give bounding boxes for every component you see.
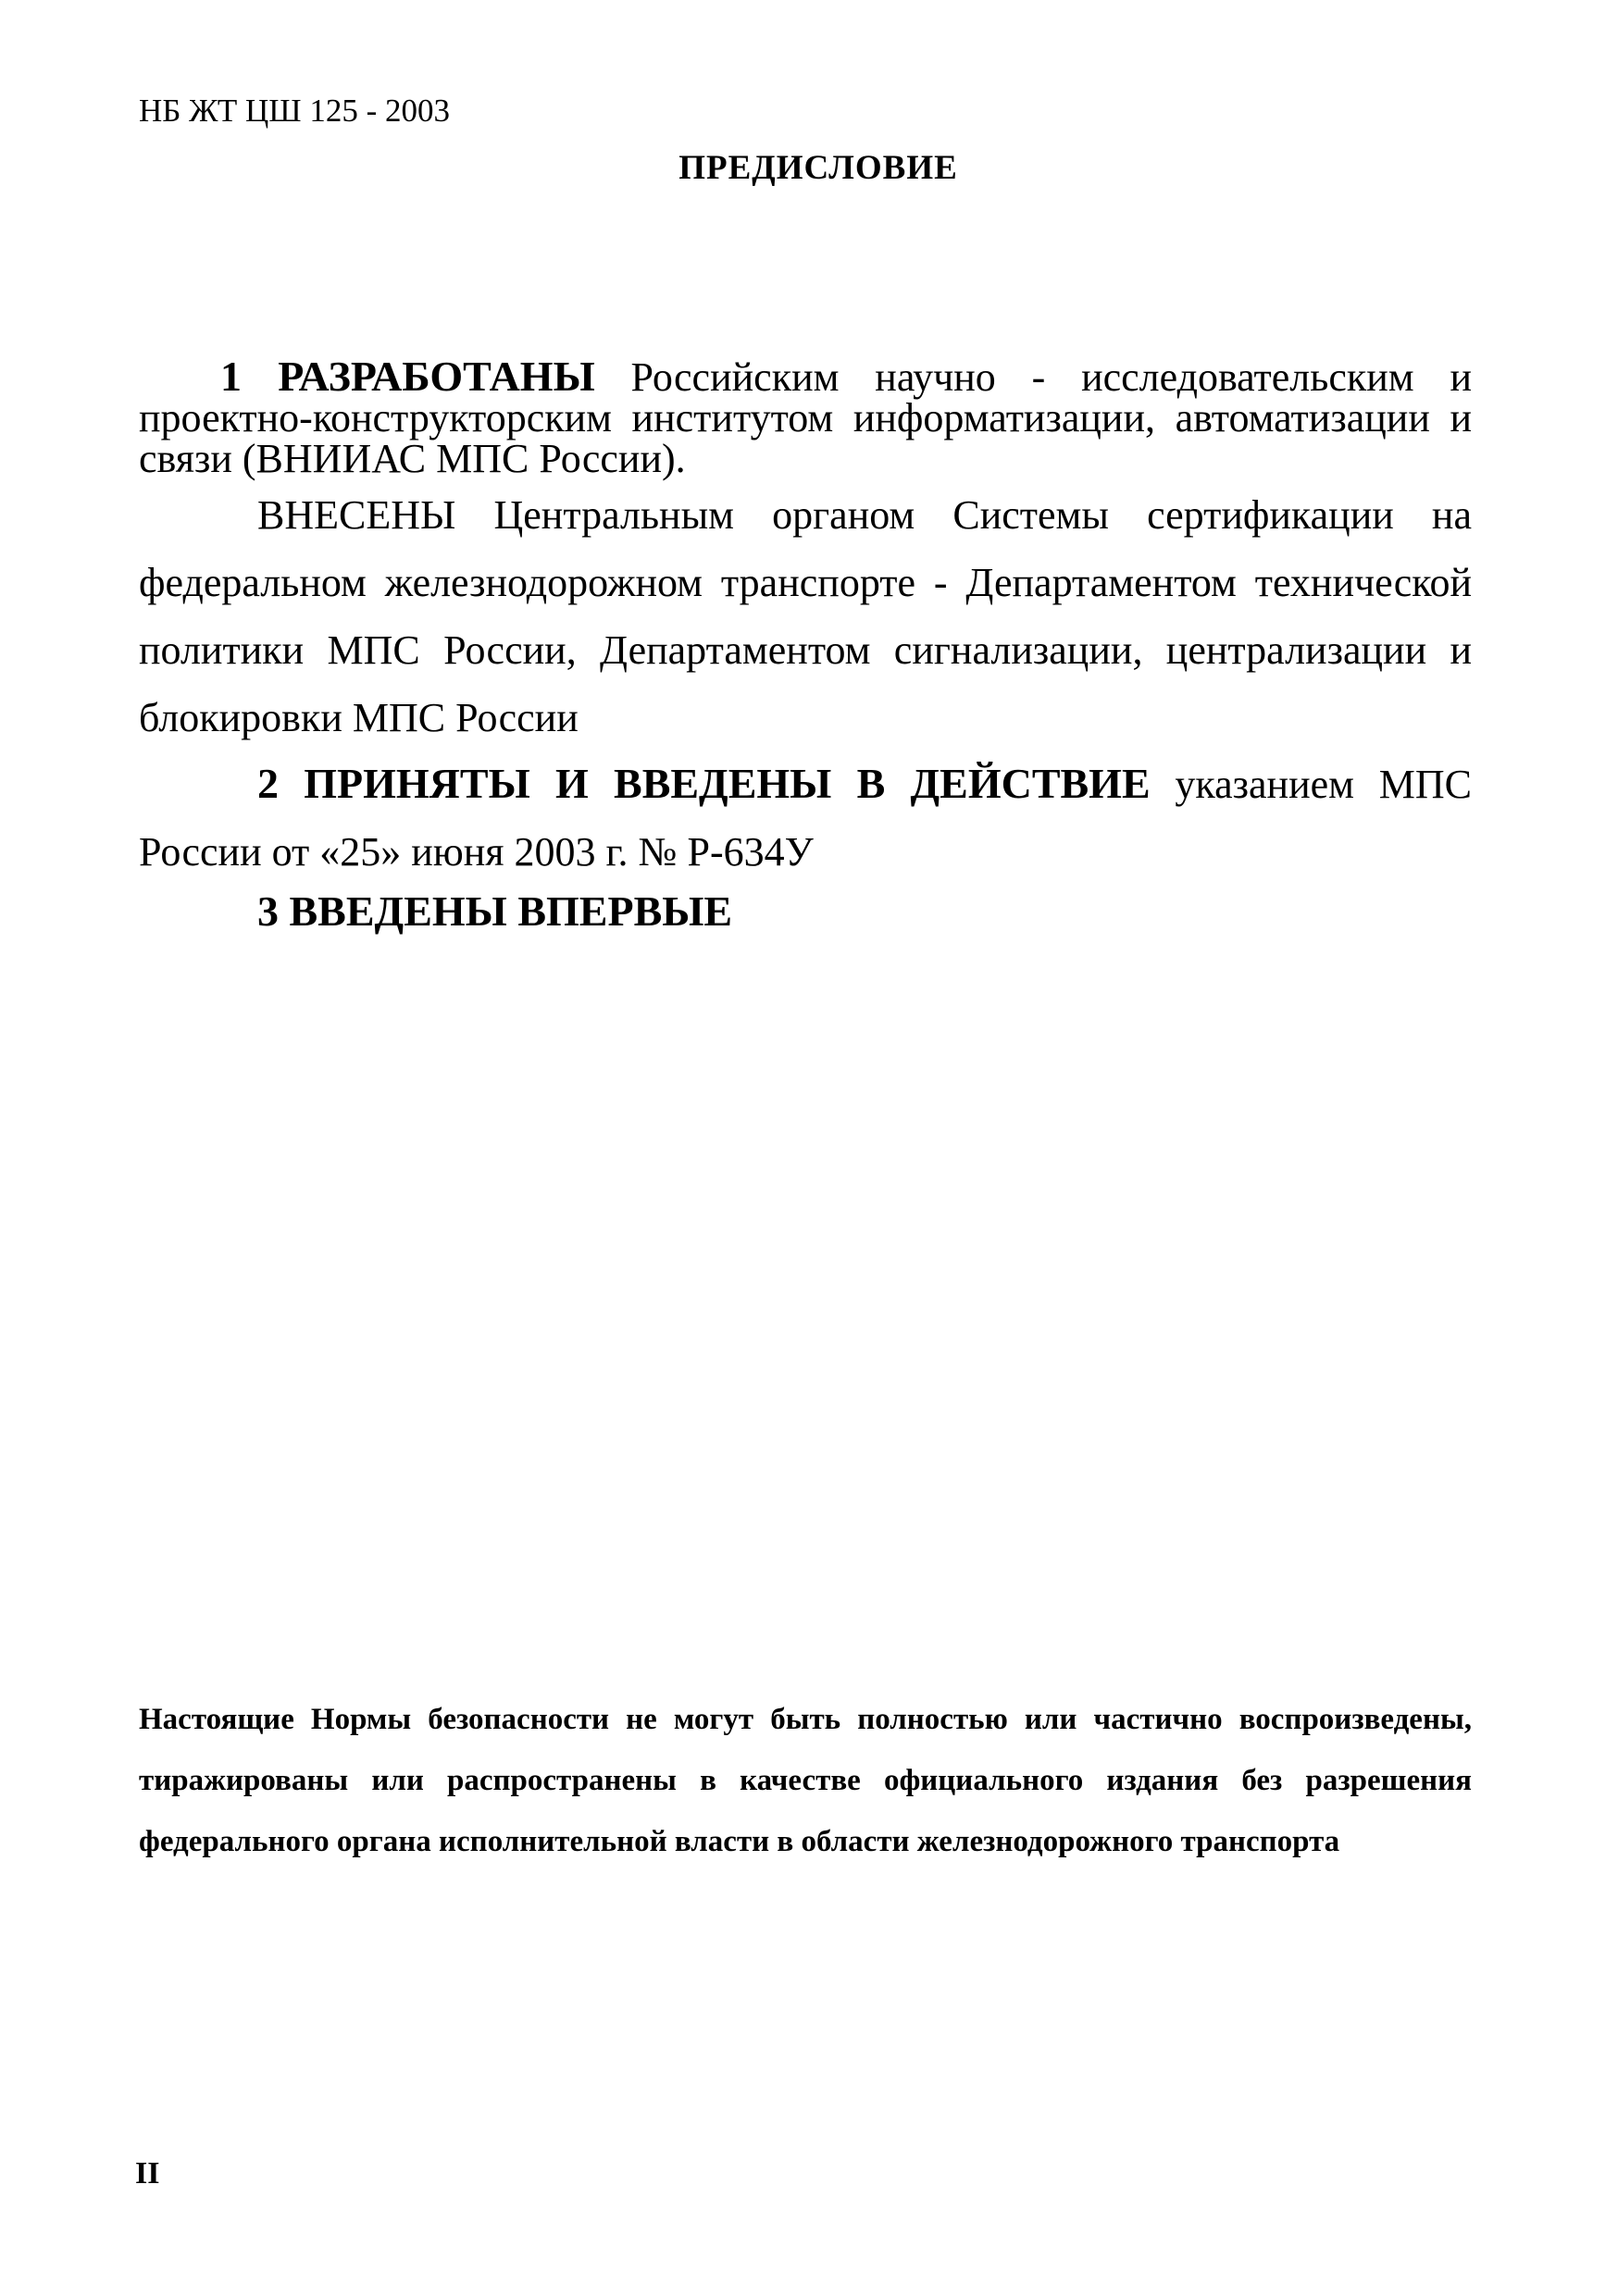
page-number: II <box>135 2156 160 2191</box>
section-developed-lead: 1 РАЗРАБОТАНЫ <box>220 353 595 400</box>
document-code: НБ ЖТ ЦШ 125 - 2003 <box>139 93 451 129</box>
section-adopted <box>139 750 1472 886</box>
section-developed-text: Российским научно - исследовательским и проектно-конструкторским институтом информатизации, автоматизации и связи (ВНИИАС МПС России). <box>139 354 1472 481</box>
copyright-notice: Настоящие Нормы безопасности не могут быть полностью или частично воспроизведены, тиражированы или распространены в качестве официального издания без разрешения федерального органа исполнительной власти в области железнодорожного транспорта <box>139 1703 1472 1858</box>
section-first-introduced <box>257 884 1461 940</box>
section-first-introduced-lead: 3 ВВЕДЕНЫ ВПЕРВЫЕ <box>257 887 733 935</box>
section-adopted-lead: 2 ПРИНЯТЫ И ВВЕДЕНЫ В ДЕЙСТВИЕ <box>257 760 1151 807</box>
section-introduced: ВНЕСЕНЫ Центральным органом Системы сертификации на федеральном железнодорожном транспорте - Департаментом технической политики МПС России, Департаментом сигнализации, централизации и блокировки МПС России <box>139 492 1472 740</box>
page-title: ПРЕДИСЛОВИЕ <box>678 149 958 187</box>
section-adopted-text: указанием МПС России от «25» июня 2003 г. № Р-634У <box>139 762 1472 875</box>
section-developed <box>139 353 1472 481</box>
